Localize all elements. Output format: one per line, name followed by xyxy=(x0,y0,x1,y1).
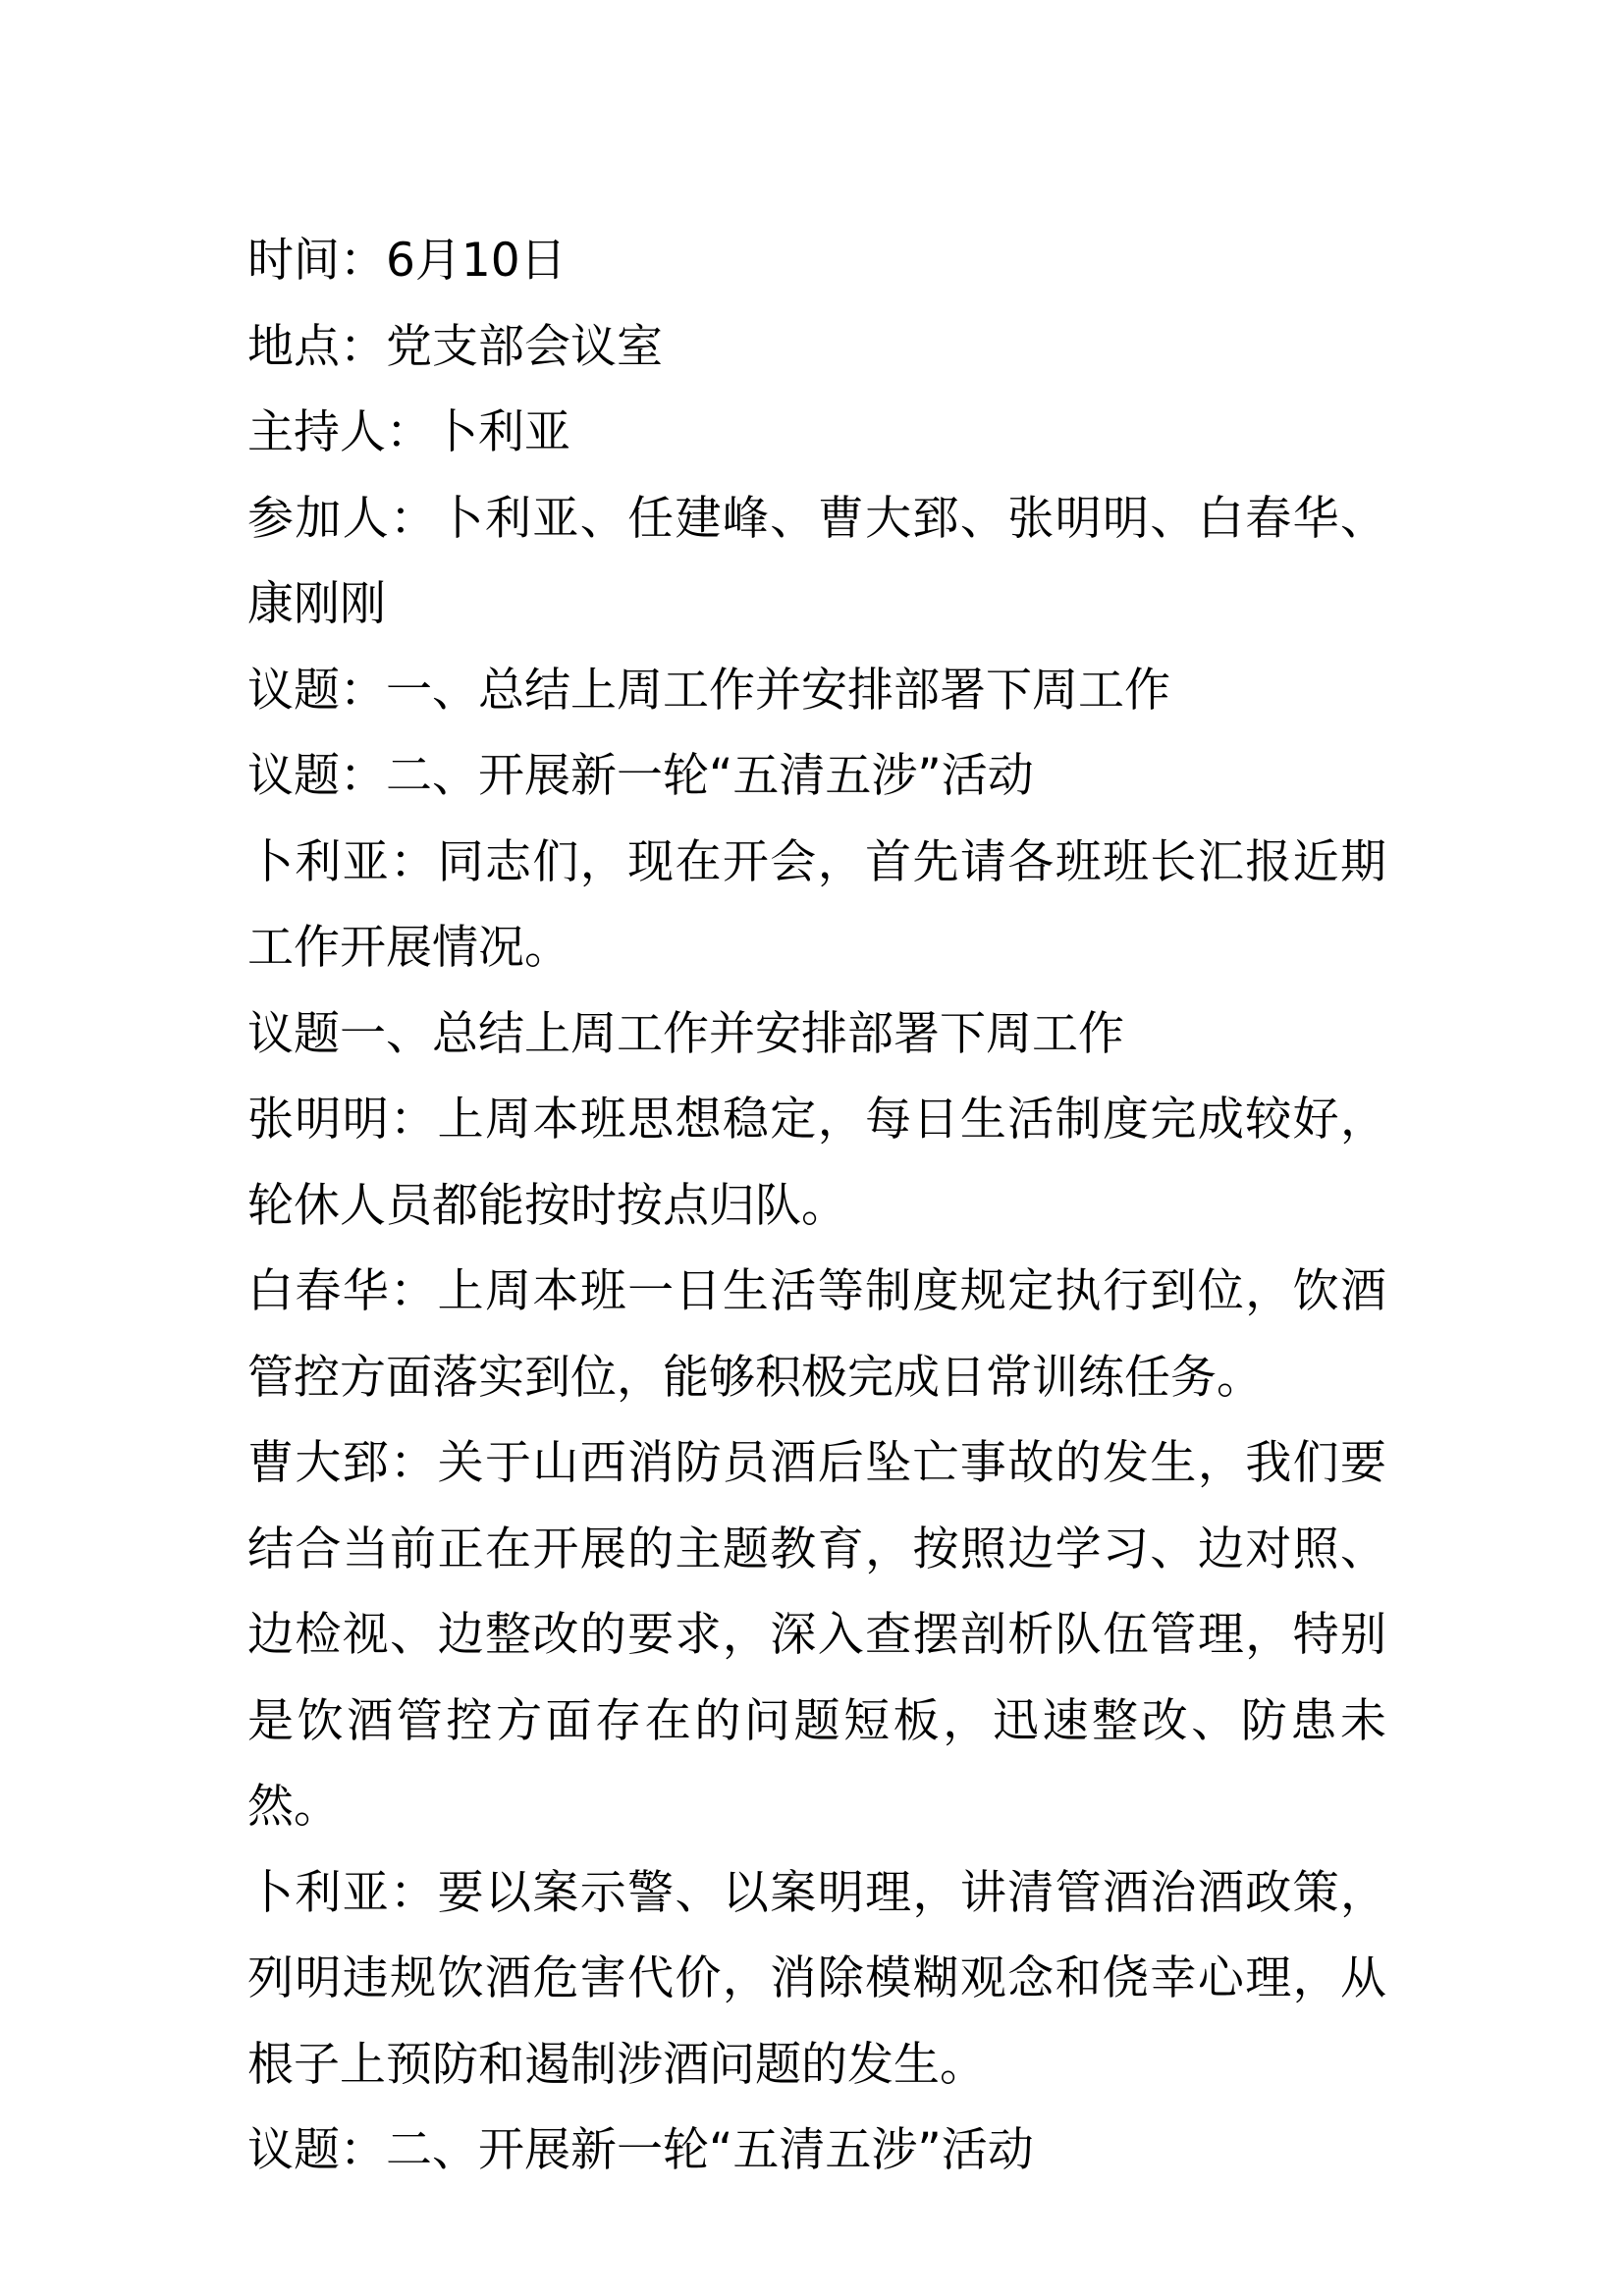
opening-remarks: 卜利亚：同志们，现在开会，首先请各班班长汇报近期工作开展情况。 xyxy=(247,834,1386,975)
meeting-time: 时间：6月10日 xyxy=(247,234,567,288)
meeting-host: 主持人：卜利亚 xyxy=(247,405,570,459)
meeting-attendees: 参加人：卜利亚、任建峰、曹大郅、张明明、白春华、康刚刚 xyxy=(247,491,1386,631)
speaker-statement: 卜利亚：要以案示警、以案明理，讲清管酒治酒政策，列明违规饮酒危害代价，消除模糊观念和侥幸心理，从根子上预防和遏制涉酒问题的发生。 xyxy=(247,1865,1386,2092)
agenda-item-1: 议题：一、总结上周工作并安排部署下周工作 xyxy=(247,663,1170,718)
section-heading-1: 议题一、总结上周工作并安排部署下周工作 xyxy=(247,1006,1124,1061)
section-heading-2: 议题：二、开展新一轮“五清五涉”活动 xyxy=(247,2123,1034,2177)
meeting-minutes-body xyxy=(247,218,1386,2194)
meeting-location: 地点：党支部会议室 xyxy=(247,319,663,374)
speaker-statement: 曹大郅：关于山西消防员酒后坠亡事故的发生，我们要结合当前正在开展的主题教育，按照边学习、边对照、边检视、边整改的要求，深入查摆剖析队伍管理，特别是饮酒管控方面存在的问题短板，迅速整改、防患未然。 xyxy=(247,1436,1386,1834)
speaker-statement: 白春华：上周本班一日生活等制度规定执行到位，饮酒管控方面落实到位，能够积极完成日常训练任务。 xyxy=(247,1264,1386,1405)
speaker-statement: 张明明：上周本班思想稳定，每日生活制度完成较好，轮休人员都能按时按点归队。 xyxy=(247,1093,1386,1233)
agenda-item-2: 议题：二、开展新一轮“五清五涉”活动 xyxy=(247,749,1034,803)
